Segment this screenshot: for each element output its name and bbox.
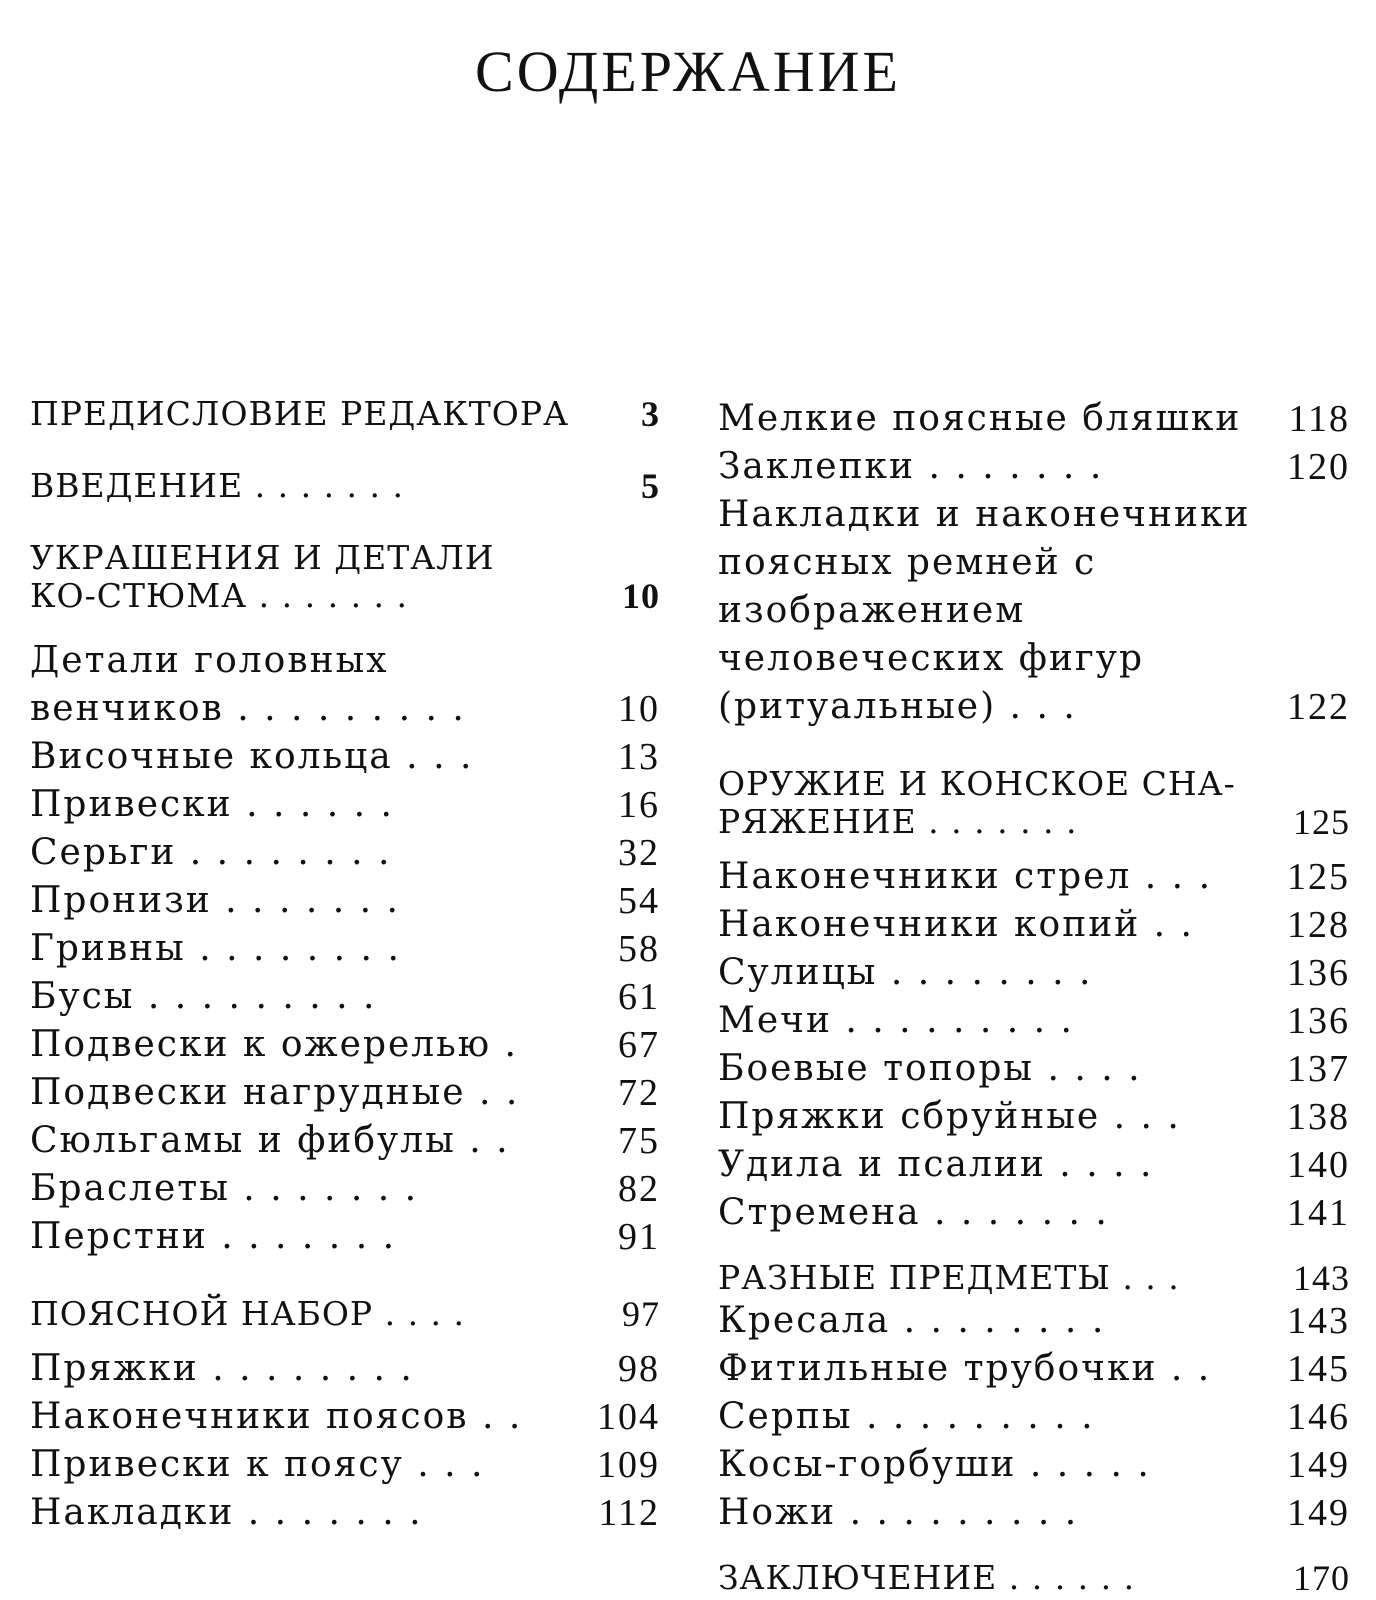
toc-entry-title: Подвески к ожерелью .: [30, 1024, 518, 1065]
toc-entry: [718, 765, 1350, 841]
toc-entry-title: РАЗНЫЕ ПРЕДМЕТЫ . . .: [718, 1258, 1180, 1297]
page-title: СОДЕРЖАНИЕ: [475, 39, 901, 104]
toc-entry-page: 120: [1287, 446, 1350, 488]
toc-entry-page: 128: [1287, 904, 1350, 946]
toc-entry-title: Привески . . . . . .: [30, 784, 394, 825]
toc-entry-page: 91: [618, 1216, 660, 1258]
toc-entry-title: Ножи . . . . . . . . .: [718, 1492, 1079, 1533]
toc-entry: [30, 1441, 660, 1489]
toc-entry-page: 125: [1287, 856, 1350, 898]
toc-entry-title: ОРУЖИЕ И КОНСКОЕ СНА-РЯЖЕНИЕ . . . . . . .: [718, 764, 1236, 841]
toc-entry-page: 112: [598, 1492, 660, 1534]
toc-entry-page: 58: [618, 928, 660, 970]
toc-entry: [30, 829, 660, 877]
toc-entry-title: Заклепки . . . . . . .: [718, 446, 1104, 487]
toc-entry-page: 170: [1293, 1558, 1350, 1598]
toc-entry: [30, 877, 660, 925]
toc-entry: [718, 853, 1350, 901]
toc-entry-title: Боевые топоры . . . .: [718, 1048, 1142, 1089]
toc-entry-title: Наконечники поясов . .: [30, 1396, 523, 1437]
toc-entry: [30, 539, 660, 615]
toc-entry-page: 72: [618, 1072, 660, 1114]
toc-entry-title: Височные кольца . . .: [30, 736, 474, 777]
toc-entry: [30, 467, 660, 505]
toc-entry-page: 54: [618, 880, 660, 922]
toc-entry-page: 104: [597, 1396, 660, 1438]
toc-right-column: [718, 395, 1350, 1597]
toc-entry: [30, 781, 660, 829]
toc-left-column: [30, 395, 660, 1537]
toc-entry: [30, 1295, 660, 1333]
toc-entry-title: Детали головных венчиков . . . . . . . . .: [30, 640, 466, 729]
toc-entry: [718, 1189, 1350, 1237]
toc-entry-title: Гривны . . . . . . . .: [30, 928, 401, 969]
toc-entry: [718, 1259, 1350, 1297]
toc-entry-page: 16: [618, 784, 660, 826]
toc-entry-page: 122: [1287, 686, 1350, 728]
toc-entry: [30, 1021, 660, 1069]
toc-entry: [30, 1165, 660, 1213]
toc-entry-title: Серьги . . . . . . . .: [30, 832, 392, 873]
toc-entry-page: 140: [1287, 1144, 1350, 1186]
toc-entry-page: 61: [618, 976, 660, 1018]
toc-entry-page: 145: [1287, 1348, 1350, 1390]
toc-entry: [718, 491, 1350, 731]
toc-entry: [718, 1489, 1350, 1537]
toc-entry: [718, 901, 1350, 949]
toc-entry: [718, 1297, 1350, 1345]
toc-entry-title: Фитильные трубочки . .: [718, 1348, 1212, 1389]
toc-entry: [718, 1441, 1350, 1489]
toc-entry-page: 98: [618, 1348, 660, 1390]
toc-entry-title: Сулицы . . . . . . . .: [718, 952, 1093, 993]
toc-entry: [718, 443, 1350, 491]
toc-entry-page: 118: [1288, 398, 1350, 440]
toc-entry-page: 109: [597, 1444, 660, 1486]
toc-entry-title: Бусы . . . . . . . . .: [30, 976, 377, 1017]
toc-entry: [30, 1213, 660, 1261]
toc-entry-title: Пряжки . . . . . . . .: [30, 1348, 414, 1389]
toc-entry-title: Удила и псалии . . . .: [718, 1144, 1154, 1185]
toc-entry-page: 10: [622, 576, 660, 616]
toc-entry-page: 149: [1287, 1444, 1350, 1486]
toc-entry-page: 5: [641, 466, 660, 506]
toc-entry-page: 3: [641, 394, 660, 434]
toc-entry-page: 32: [618, 832, 660, 874]
toc-entry-title: ВВЕДЕНИЕ . . . . . . .: [30, 466, 405, 505]
toc-entry-page: 10: [618, 688, 660, 730]
toc-entry-page: 137: [1287, 1048, 1350, 1090]
toc-entry-title: Пряжки сбруйные . . .: [718, 1096, 1181, 1137]
toc-entry: [718, 1141, 1350, 1189]
toc-entry-page: 125: [1293, 802, 1350, 842]
toc-entry-title: Подвески нагрудные . .: [30, 1072, 520, 1113]
toc-entry-title: Накладки . . . . . . .: [30, 1492, 423, 1533]
toc-entry-page: 143: [1293, 1258, 1350, 1298]
toc-entry-page: 75: [618, 1120, 660, 1162]
toc-entry: [718, 997, 1350, 1045]
toc-entry-title: Сюльгамы и фибулы . .: [30, 1120, 510, 1161]
toc-entry-title: Кресала . . . . . . . .: [718, 1300, 1106, 1341]
toc-entry-title: Привески к поясу . . .: [30, 1444, 485, 1485]
toc-entry: [718, 395, 1350, 443]
toc-entry-title: ПОЯСНОЙ НАБОР . . . .: [30, 1294, 466, 1333]
toc-entry-title: Наконечники копий . .: [718, 904, 1194, 945]
toc-entry: [718, 1093, 1350, 1141]
toc-entry-title: Накладки и наконечники поясных ремней с изображением человеческих фигур (ритуальные) . . .: [718, 494, 1251, 727]
toc-entry: [30, 1393, 660, 1441]
toc-entry: [30, 1489, 660, 1537]
toc-entry: [30, 1117, 660, 1165]
toc-entry-page: 149: [1287, 1492, 1350, 1534]
toc-entry-title: Мелкие поясные бляшки: [718, 398, 1242, 439]
toc-entry-page: 146: [1287, 1396, 1350, 1438]
toc-entry: [718, 1559, 1350, 1597]
toc-entry-page: 136: [1287, 952, 1350, 994]
toc-entry: [30, 1069, 660, 1117]
toc-entry: [30, 637, 660, 733]
toc-entry-title: Мечи . . . . . . . . .: [718, 1000, 1074, 1041]
toc-entry: [30, 973, 660, 1021]
toc-entry-page: 141: [1287, 1192, 1350, 1234]
toc-entry-title: Перстни . . . . . . .: [30, 1216, 397, 1257]
toc-entry: [30, 1345, 660, 1393]
toc-entry: [718, 1393, 1350, 1441]
toc-entry: [30, 925, 660, 973]
toc-entry-title: Пронизи . . . . . . .: [30, 880, 400, 921]
toc-entry-page: 97: [622, 1294, 660, 1334]
toc-entry: [718, 949, 1350, 997]
toc-entry-page: 13: [618, 736, 660, 778]
toc-entry-title: Браслеты . . . . . . .: [30, 1168, 419, 1209]
toc-entry-title: ЗАКЛЮЧЕНИЕ . . . . . .: [718, 1558, 1136, 1597]
toc-entry-page: 143: [1287, 1300, 1350, 1342]
toc-entry-title: УКРАШЕНИЯ И ДЕТАЛИ КО-СТЮМА . . . . . . .: [30, 538, 495, 615]
toc-entry: [718, 1045, 1350, 1093]
toc-entry-title: Стремена . . . . . . .: [718, 1192, 1109, 1233]
toc-entry: [30, 733, 660, 781]
toc-entry: [718, 1345, 1350, 1393]
toc-entry-title: ПРЕДИСЛОВИЕ РЕДАКТОРА: [30, 394, 570, 433]
toc-entry-title: Наконечники стрел . . .: [718, 856, 1213, 897]
toc-entry-page: 136: [1287, 1000, 1350, 1042]
toc-entry-title: Косы-горбуши . . . . .: [718, 1444, 1151, 1485]
toc-entry-page: 67: [618, 1024, 660, 1066]
toc-entry-title: Серпы . . . . . . . . .: [718, 1396, 1095, 1437]
toc-entry-page: 82: [618, 1168, 660, 1210]
toc-entry: [30, 395, 660, 433]
toc-entry-page: 138: [1287, 1096, 1350, 1138]
